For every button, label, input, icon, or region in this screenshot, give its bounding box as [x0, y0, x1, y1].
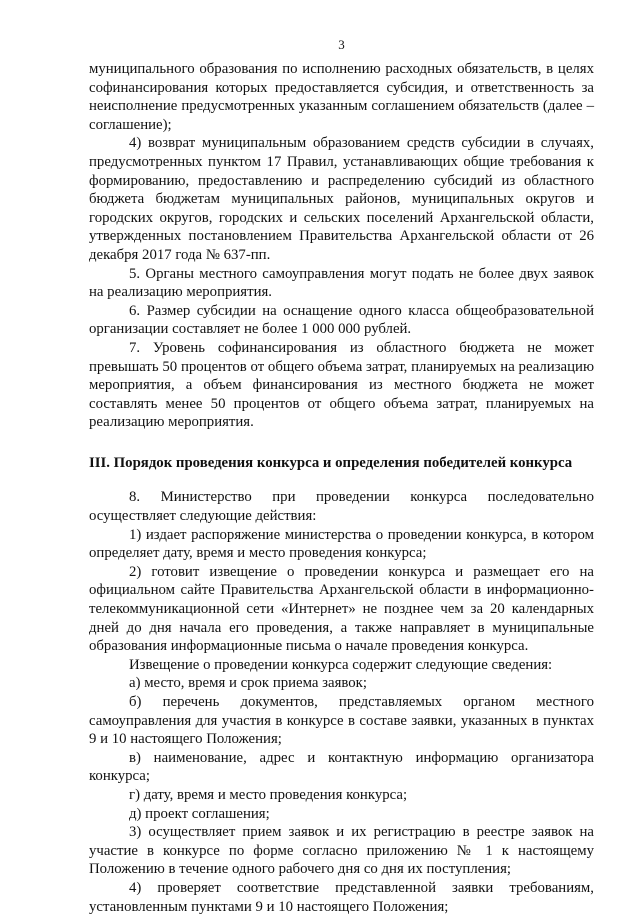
paragraph: 7. Уровень софинансирования из областного бюджета не может превышать 50 процентов от общего объема затрат, планируемых на реализацию мероприятия, а объем финансирования из местного бюджета не может составлять менее 50 процентов от общего объема затрат, планируемых на реализацию мероприятия.	[89, 339, 594, 431]
paragraph: в) наименование, адрес и контактную информацию организатора конкурса;	[89, 749, 594, 785]
paragraph: г) дату, время и место проведения конкурса;	[129, 786, 408, 803]
paragraph: д) проект соглашения;	[129, 805, 270, 822]
body-text-before-heading	[89, 60, 594, 432]
paragraph: б) перечень документов, представляемых органом местного самоуправления для участия в конкурсе в составе заявки, указанных в пунктах 9 и 10 настоящего Положения;	[89, 694, 594, 748]
paragraph: 4) проверяет соответствие представленной заявки требованиям, установленным пунктами 9 и 10 настоящего Положения;	[89, 879, 594, 915]
paragraph: 4) возврат муниципальным образованием средств субсидии в случаях, предусмотренных пунктом 17 Правил, устанавливающих общие требования к формированию, предоставлению и распределению субсидий из областного бюджета бюджетам муниципальных районов, муниципальных округов и городских округов, городских и сельских поселений Архангельской области, утвержденных постановлением Правительства Архангельской области от 26 декабря 2017 года № 637-пп.	[89, 135, 594, 263]
paragraph: 1) издает распоряжение министерства о проведении конкурса, в котором определяет дату, время и место проведения конкурса;	[89, 526, 594, 562]
paragraph: а) место, время и срок приема заявок;	[129, 675, 367, 692]
paragraph: 2) готовит извещение о проведении конкурса и размещает его на официальном сайте Правительства Архангельской области в информационно-телекоммуникационной сети «Интернет» не позднее чем за 20 календарных дней до дня начала его проведения, а также направляет в муниципальные образования информационные письма о начале проведения конкурса.	[89, 563, 594, 655]
paragraph: 8. Министерство при проведении конкурса последовательно осуществляет следующие действия:	[89, 489, 594, 525]
body-text-after-heading	[89, 488, 594, 916]
section-heading: III. Порядок проведения конкурса и определения победителей конкурса	[89, 454, 573, 471]
paragraph: 6. Размер субсидии на оснащение одного класса общеобразовательной организации составляет не более 1 000 000 рублей.	[89, 302, 594, 338]
paragraph: 3) осуществляет прием заявок и их регистрацию в реестре заявок на участие в конкурсе по форме согласно приложению № 1 к настоящему Положению в течение одного рабочего дня со дня их поступления;	[89, 824, 594, 878]
paragraph: муниципального образования по исполнению расходных обязательств, в целях софинансирования которых предоставляется субсидия, и ответственность за неисполнение предусмотренных указанным соглашением обязательств (далее – соглашение);	[89, 61, 594, 133]
paragraph: Извещение о проведении конкурса содержит следующие сведения:	[129, 656, 553, 673]
page-number: 3	[338, 37, 345, 52]
paragraph: 5. Органы местного самоуправления могут подать не более двух заявок на реализацию мероприятия.	[89, 265, 594, 301]
